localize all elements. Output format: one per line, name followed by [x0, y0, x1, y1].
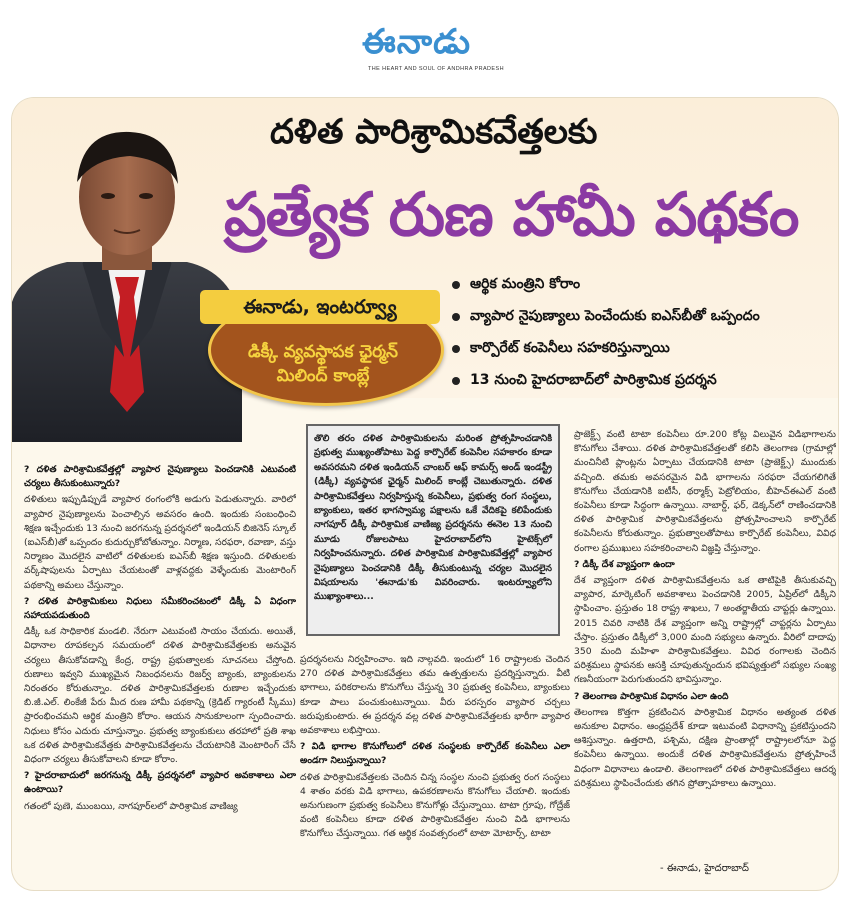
interviewee-name: మిలింద్ కాంబ్లే [276, 366, 370, 386]
news-clipping [12, 98, 838, 890]
portrait-photo [12, 112, 242, 442]
main-headline: ప్రత్యేక రుణ హామీ పథకం [224, 180, 799, 250]
answer: దేశ వ్యాప్తంగా దళిత పారిశ్రామికవేత్తలను ఒక తాటిపైకి తీసుకువచ్చి వ్యాపార, మార్కెటింగ్ అవకాశాలు పెంచడానికి 2005, ఏప్రిల్‌లో డిక్కీని స్థాపించాం. ప్రస్తుతం 18 రాష్ట్ర శాఖలు, 7 అంతర్జాతీయ చాప్టర్లు ఉన్నాయి. 2015 చివరి నాటికి దేశ వ్యాప్తంగా అన్ని రాష్ట్రాల్లో చాప్టర్లను ఏర్పాటు చేస్తాం. ప్రస్తుతం డిక్కీలో 3,000 మంది సభ్యులు ఉన్నారు. వీరిలో దాదాపు 350 మంది మహిళా పారిశ్రామికవేత్తలు. వివిధ రంగాలకు చెందిన పరిశ్రమలు స్థాపనకు ఆసక్తి చూపుతున్నందున భవిష్యత్తులో సభ్యుల సంఖ్య గణనీయంగా పెరుగుతుందని భావిస్తున్నాం. [574, 575, 836, 686]
highlight-item: ఆర్థిక మంత్రిని కోరాం [452, 276, 832, 308]
byline-credit: - ఈనాడు, హైదరాబాద్ [660, 863, 749, 874]
highlight-item: కార్పొరేట్ కంపెనీలు సహకరిస్తున్నాయి [452, 340, 832, 372]
answer: ప్రాజెక్ట్స్ వంటి టాటా కంపెనీలు రూ.200 కోట్ల విలువైన విడిభాగాలను కొనుగోలు చేశాయి. దళిత పారిశ్రామికవేత్తలతో కలిసి తెలంగాణ (గ్రామాల్లో మంచినీటి ప్లాంట్లను ఏర్పాటు చేయడానికి టాటా (ప్రాజెక్ట్స్) ముందుకు వచ్చింది. తమకు అవసరమైన విడి భాగాలను సరఫరా చేయగలిగితే కొనుగోలు చేయడానికి ఐటీసీ, థర్మాక్స్ పెట్రోలియం, బీహెచ్ఈఎల్ వంటి కంపెనీలు కూడా సిద్ధంగా ఉన్నాయి. నాబార్డ్, ఫర్, డెక్కన్‌లో రాణించడానికి దళిత పారిశ్రామిక పారిశ్రామికవేత్తలను ప్రోత్సహించాలని కార్పొరేట్ కంపెనీలను కోరుతున్నాం. ప్రభుత్వాలతోపాటు కార్పొరేట్ కంపెనీలు, వివిధ రంగాల ప్రముఖులు సహకరించాలని విజ్ఞప్తి చేస్తున్నాం. [574, 429, 836, 554]
bullet-icon [452, 377, 460, 385]
interviewee-title: డిక్కీ వ్యవస్థాపక ఛైర్మన్ [248, 342, 398, 362]
bullet-icon [452, 313, 460, 321]
answer: డిక్కీ ఒక సాధికారిక మండలి. నేరుగా ఎటువంటి సాయం చేయదు. అయితే, విధానాల రూపకల్పన సమయంలో దళిత పారిశ్రామికవేత్తలకు అనువైన చర్యలు తీసుకోవడాన్ని కేంద్ర, రాష్ట్ర ప్రభుత్వాలకు సూచనలు చేస్తోంది. రుణాలు ఇవ్వని ముఖ్యమైన నిబంధనలను రిజర్వ్ బ్యాంకు, బ్యాంకులను నిరంతరం కోరుతున్నాం. దళిత పారిశ్రామికవేత్తలకు రుణాల ఇచ్చేందుకు బి.జీ.ఎల్. లింకేజీ పేరు మీద రుణ హామీ పథకాన్ని (క్రెడిట్ గ్యారంటీ స్కీము) ప్రారంభించమని ఆర్థిక మంత్రిని కోరాం. ఆయన సానుకూలంగా స్పందించారు. నిధులు కోసం ఎదురు చూస్తున్నాం. ప్రభుత్వ బ్యాంకుకులు తరహాలో ప్రతి శాఖ ఒక దళిత పారిశ్రామికవేత్తకు పారిశ్రామికవేత్తలను చేయటానికి మెంటారింగ్ చేసే విధంగా చర్యలు తీసుకోవాలని కూడా కోరాం. [24, 626, 296, 766]
article-column-3 [574, 428, 836, 883]
highlight-item: 13 నుంచి హైదరాబాద్‌లో పారిశ్రామిక ప్రదర్శన [452, 372, 832, 404]
intro-box [306, 424, 560, 636]
answer: తెలంగాణ కొత్తగా ప్రకటించిన పారిశ్రామిక విధానం అత్యంత దళిత అనుకూల విధానం. ఆంధ్రప్రదేశ్ కూడా ఇటువంటి విధానాన్ని ప్రకటిస్తుందని ఆశిస్తున్నాం. ఉత్తరాది, పశ్చిమ, దక్షిణ ప్రాంతాల్లో రాష్ట్రాలలోనూ పెద్ద కంపెనీలు ఉన్నాయి. అందుకే దళిత పారిశ్రామికవేత్తలను ప్రోత్సహించే విధంగా విధానాలు ఉండాలి. తెలంగాణలో దళిత పారిశ్రామికవేత్తలు ఆదర్శ పరిశ్రమలు స్థాపించేందుకు తగిన ప్రోత్సాహకాలు ఉన్నాయి. [574, 706, 836, 789]
masthead [0, 8, 849, 86]
headline-kicker: దళిత పారిశ్రామికవేత్తలకు [270, 112, 598, 152]
intro-text: తొలి తరం దళిత పారిశ్రామికులను మరింత ప్రోత్సహించడానికి ప్రభుత్వ ముఖ్యంతోపాటు పెద్ద కార్పొరేట్ కంపెనీల సహకారం కూడా అవసరమని దళిత ఇండియన్ చాంబర్ ఆఫ్ కామర్స్ అండ్ ఇండస్ట్రీ (డిక్కీ) వ్యవస్థాపక ఛైర్మన్ మిలింద్ కాంబ్లే చెబుతున్నారు. దళిత పారిశ్రామికవేత్తలు నిర్వహిస్తున్న కంపెనీలు, ప్రభుత్వ రంగ సంస్థలు, బ్యాంకులు, ఇతర భాగస్వామ్య పక్షాలను ఒకే వేదికపై కలిపేందుకు నాగపూర్ డిక్కీ పారిశ్రామిక వాణిజ్య ప్రదర్శనను ఈనెల 13 నుంచి మూడు రోజులపాటు హైదరాబాద్‌లోని హైటెక్స్‌లో నిర్వహించనున్నారు. దళిత పారిశ్రామిక పారిశ్రామికవేత్తల్లో వ్యాపార నైపుణ్యాలు పెంచడానికి డిక్కీ తీసుకుంటున్న చర్యల మొదలైన విషయాలను 'ఈనాడు'కు వివరించారు. ఇంటర్వ్యూలోని ముఖ్యాంశాలు... [314, 433, 552, 603]
answer: దళితులు ఇప్పుడిప్పుడే వ్యాపార రంగంలోకి అడుగు పెడుతున్నారు. వారిలో వ్యాపార నైపుణ్యాలను పెంచాల్సిన అవసరం ఉంది. ఇందుకు సంబంధించి శిక్షణ ఇచ్చేందుకు 13 నుంచి జరగనున్న ప్రదర్శనలో ఇండియన్ బిజినెస్ స్కూల్ (ఐఎస్‌బీ)తో ఒప్పందం కుదుర్చుకోబోతున్నాం. నిర్మాణ, సరఫరా, రవాణా, వస్తు నిర్మాణం మొదలైన వాటిలో దళితులకు ఐఎస్‌బీ శిక్షణ ఇస్తుంది. దళితులకు వర్క్‌షాపులను ఏర్పాటు చేయటంతో వాళ్లవద్దకు వెళ్ళేందుకు మెంటారింగ్ పథకాన్ని అమలు చేస్తున్నాం. [24, 494, 296, 591]
question: ? డిక్కీ దేశ వ్యాప్తంగా ఉందా [574, 558, 675, 570]
bullet-icon [452, 281, 460, 289]
question: ? దళిత పారిశ్రామికవేత్తల్లో వ్యాపార నైపుణ్యాలు పెంచడానికి ఎటువంటి చర్యలు తీసుకుంటున్నారు? [24, 464, 296, 490]
newspaper-tagline: THE HEART AND SOUL OF ANDHRA PRADESH [368, 66, 504, 72]
newspaper-logo: ఈనాడు [362, 22, 472, 62]
question: ? హైదరాబాదులో జరగనున్న డిక్కీ ప్రదర్శనలో వ్యాపార అవకాశాలు ఎలా ఉంటాయి? [24, 770, 296, 796]
answer: దళిత పారిశ్రామికవేత్తలకు చెందిన చిన్న సంస్థల నుంచి ప్రభుత్వ రంగ సంస్థలు 4 శాతం వరకు విడి భాగాలు, ఉపకరణాలను కొనుగోలు చేయాలి. ఇందుకు అనుగుణంగా ప్రభుత్వ కంపెనీలు కొనుగోళ్లు చేస్తున్నాయి. టాటా గ్రూపు, గోద్రేజ్ వంటి కంపెనీలు కూడా దళిత పారిశ్రామికవేత్తల నుంచి విడి భాగాలను కొనుగోలు చేస్తున్నాయి. గత ఆర్థిక సంవత్సరంలో టాటా మోటార్స్, టాటా [300, 771, 570, 840]
answer: గతంలో పుణె, ముంబయి, నాగపూర్‌లలో పారిశ్రామిక వాణిజ్య [24, 800, 238, 812]
question: ? తెలంగాణ పారిశ్రామిక విధానం ఎలా ఉంది [574, 690, 729, 702]
bullet-icon [452, 345, 460, 353]
highlights-list [452, 276, 832, 404]
answer: ప్రదర్శనలను నిర్వహించాం. ఇది నాల్గవది. ఇందులో 16 రాష్ట్రాలకు చెందిన 270 దళిత పారిశ్రామికవేత్తలు తమ ఉత్పత్తులను ప్రదర్శిస్తున్నారు. వీటి భాగాలు, పరికరాలను కొనుగోలు చేస్తున్న 30 ప్రభుత్వ కంపెనీలు, బ్యాంకులు కూడా పాలు పంచుకుంటున్నాయి. వీరు పరస్పరం వ్యాపార చర్చలు జరుపుకుంటారు. ఈ ప్రదర్శన వల్ల దళిత పారిశ్రామికవేత్తలకు భారీగా వ్యాపార అవకాశాలు లభిస్తాయి. [300, 654, 570, 737]
question: ? దళిత పారిశ్రామికులు నిధులు సమీకరించటంలో డిక్కీ ఏ విధంగా సహాయపడుతుంది [24, 595, 296, 622]
highlight-item: వ్యాపార నైపుణ్యాలు పెంచేందుకు ఐఎస్‌బీతో ఒప్పందం [452, 308, 832, 340]
question: ? విడి భాగాల కొనుగోలులో దళిత సంస్థలకు కార్పొరేట్ కంపెనీలు ఎలా అండగా నిలుస్తున్నాయి? [300, 741, 570, 767]
article-column-2 [300, 653, 570, 883]
interview-banner: ఈనాడు, ఇంటర్వ్యూ [200, 290, 440, 324]
article-column-1 [24, 463, 296, 883]
